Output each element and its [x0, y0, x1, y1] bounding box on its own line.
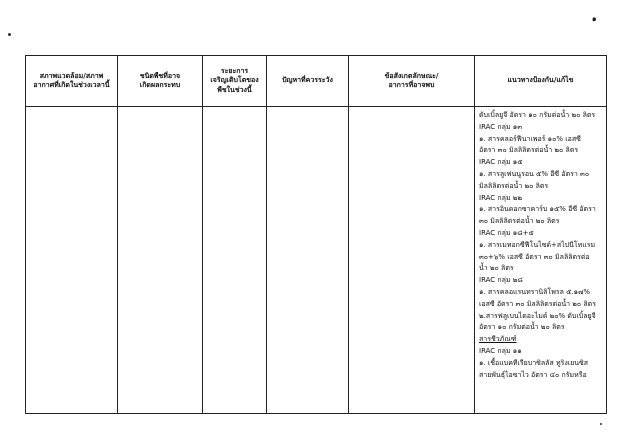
header-problem: ปัญหาที่ควรระวัง — [267, 56, 349, 107]
solution-line: ๑. สารลูเฟนนูรอน ๕% อีซี อัตรา ๓๐ — [479, 169, 590, 178]
cell-solution — [475, 107, 607, 414]
cell-growth-stage — [203, 107, 267, 414]
header-solution: แนวทางป้องกัน/แก้ไข — [475, 56, 607, 107]
cell-environment — [26, 107, 118, 414]
solution-line: IRAC กลุ่ม ๑๓ — [479, 122, 523, 131]
solution-line: น้ำ ๒๐ ลิตร — [479, 264, 514, 273]
solution-line: IRAC กลุ่ม ๑๑ — [479, 346, 522, 355]
solution-line: IRAC กลุ่ม ๒๘ — [479, 276, 523, 285]
solution-line: ๓๐ มิลลิลิตรต่อน้ำ ๒๐ ลิตร — [479, 217, 560, 226]
solution-line: อัตรา ๑๐ กรัมต่อน้ำ ๒๐ ลิตร — [479, 323, 565, 332]
solution-line: อัตรา ๓๐ มิลลิลิตรต่อน้ำ ๒๐ ลิตร — [479, 146, 579, 155]
table-row — [26, 107, 607, 414]
solution-line: ๒.สารฟลูเบนไดอะไมด์ ๒๐% ดับเบิ้ลยูจี — [479, 311, 596, 320]
solution-line: มิลลิลิตรต่อน้ำ ๒๐ ลิตร — [479, 181, 549, 190]
table-header-row — [26, 56, 607, 107]
header-environment: สภาพแวดล้อม/สภาพ อากาศที่เกิดในช่วงเวลานี้ — [26, 56, 118, 107]
solution-line: ๑. สารคลอร์ฟีนาเพอร์ ๑๐% เอสซี — [479, 134, 581, 143]
solution-text — [475, 107, 606, 381]
solution-line: สารชีวภัณฑ์ — [479, 335, 517, 344]
solution-line: IRAC กลุ่ม ๑๕ — [479, 158, 523, 167]
header-growth-stage: ระยะการ เจริญเติบโตของ พืชในช่วงนี้ — [203, 56, 267, 107]
solution-line: ๓๐+๖% เอสซี อัตรา ๓๐ มิลลิลิตรต่อ — [479, 252, 590, 261]
solution-line: เอสซี อัตรา ๓๐ มิลลิลิตรต่อน้ำ ๒๐ ลิตร — [479, 299, 596, 308]
solution-line: ๑. สารเมทอกซีฟีโนไซด์+สไปนีโทแรม — [479, 240, 596, 249]
page-number: ๑ — [592, 15, 597, 23]
solution-line: ดับเบิ้ลยูจี อัตรา ๑๐ กรัมต่อน้ำ ๒๐ ลิตร — [479, 111, 596, 119]
cell-problem — [267, 107, 349, 414]
solution-line: IRAC กลุ่ม ๑๘+๕ — [479, 228, 534, 237]
solution-line: สายพันธุ์ไอซาไว อัตรา ๔๐ กรัมหรือ — [479, 370, 587, 379]
scan-speck — [600, 423, 602, 425]
solution-line: ๑. สารคลอแรนทรานิลิโพรล ๕.๑๗% — [479, 287, 590, 296]
scan-speck — [8, 33, 11, 36]
header-crop-type: ชนิดพืชที่อาจ เกิดผลกระทบ — [118, 56, 203, 107]
cell-symptoms — [349, 107, 475, 414]
solution-line: ๑. เชื้อแบคทีเรียบาซิลลัส ทูริงเยนซิส — [479, 358, 589, 367]
solution-line: ๑. สารอินดอกซาคาร์บ ๑๕% อีซี อัตรา — [479, 205, 596, 214]
crop-advisory-table — [25, 55, 607, 414]
cell-crop-type — [118, 107, 203, 414]
header-symptoms: ข้อสังเกตลักษณะ/ อาการที่อาจพบ — [349, 56, 475, 107]
solution-line: IRAC กลุ่ม ๒๒ — [479, 193, 523, 202]
